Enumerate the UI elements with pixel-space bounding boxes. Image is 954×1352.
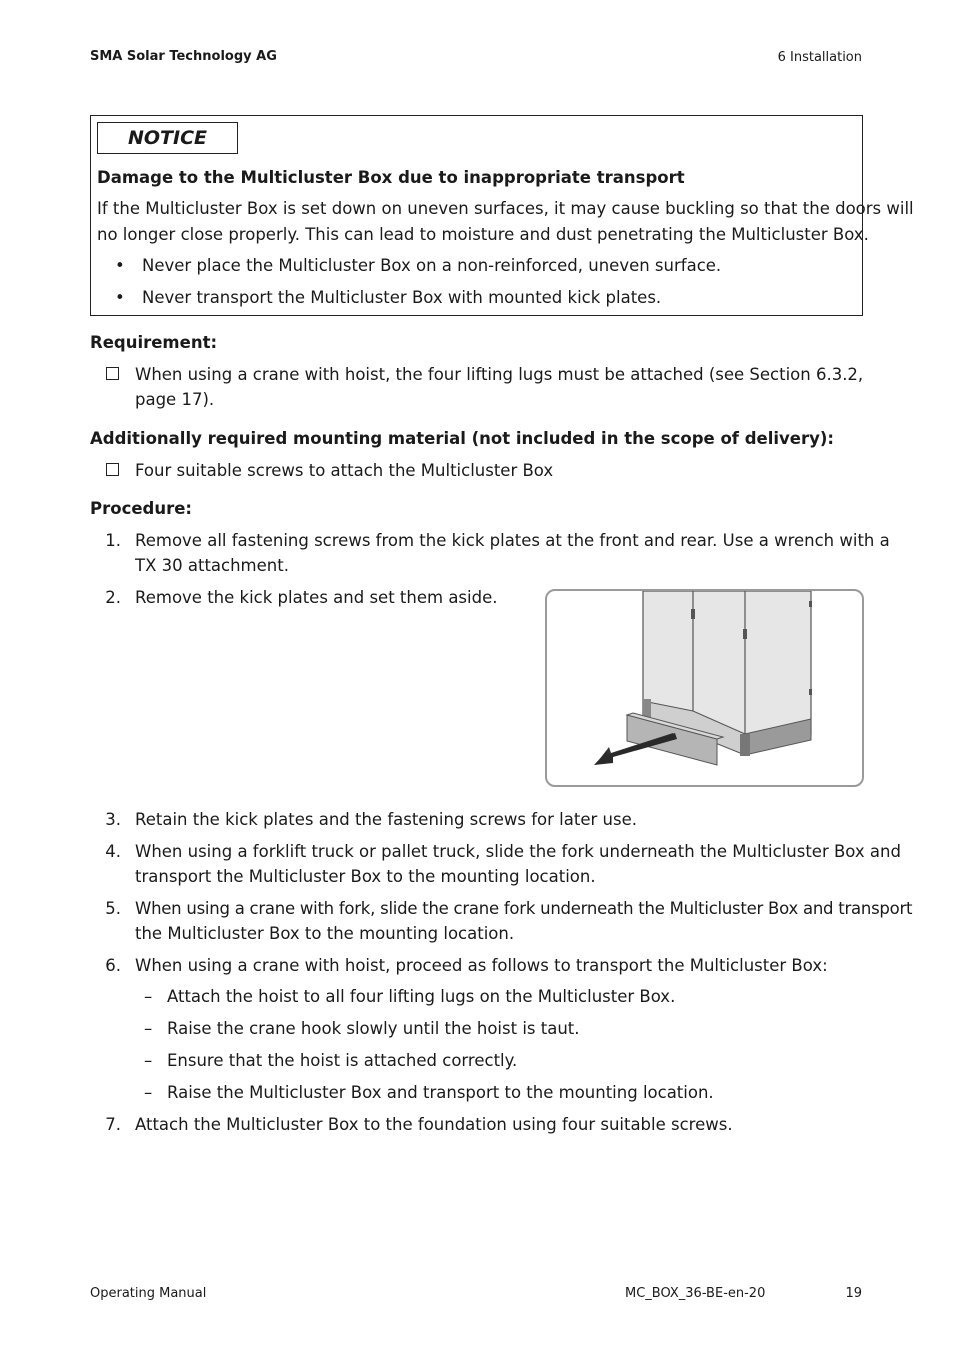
step-number: 6. xyxy=(105,956,121,975)
footer-doc-id: MC_BOX_36-BE-en-20 xyxy=(625,1286,766,1301)
step-number: 3. xyxy=(105,810,121,829)
substep-2: Raise the crane hook slowly until the hoist is taut. xyxy=(167,1019,580,1038)
substep-3: Ensure that the hoist is attached correctly. xyxy=(167,1051,518,1070)
procedure-heading: Procedure: xyxy=(90,499,193,518)
header-company: SMA Solar Technology AG xyxy=(90,49,277,64)
step-6-line1: When using a crane with hoist, proceed as follows to transport the Multicluster Box: xyxy=(135,956,828,975)
step-number: 1. xyxy=(105,531,121,550)
cabinet-illustration xyxy=(547,591,862,785)
requirement-line1: When using a crane with hoist, the four lifting lugs must be attached (see Section 6.3.2, xyxy=(135,365,864,384)
bullet-icon: • xyxy=(115,288,125,307)
notice-bullet-2: Never transport the Multicluster Box with mounted kick plates. xyxy=(142,288,662,307)
step-number: 4. xyxy=(105,842,121,861)
notice-body-line1: If the Multicluster Box is set down on uneven surfaces, it may cause buckling so that the doors will xyxy=(97,199,914,218)
dash-icon: – xyxy=(144,1083,153,1102)
step-5-line1: When using a crane with fork, slide the crane fork underneath the Multicluster Box and transport xyxy=(135,899,913,918)
step-2-line1: Remove the kick plates and set them aside. xyxy=(135,588,498,607)
step-number: 5. xyxy=(105,899,121,918)
step-7-line1: Attach the Multicluster Box to the foundation using four suitable screws. xyxy=(135,1115,733,1134)
requirement-heading: Requirement: xyxy=(90,333,218,352)
step-number: 2. xyxy=(105,588,121,607)
material-item: Four suitable screws to attach the Multicluster Box xyxy=(135,461,554,480)
step-4-line1: When using a forklift truck or pallet truck, slide the fork underneath the Multicluster Box and xyxy=(135,842,901,861)
kick-plate-removal-figure xyxy=(545,589,864,787)
material-heading: Additionally required mounting material (not included in the scope of delivery): xyxy=(90,429,834,448)
bullet-icon: • xyxy=(115,256,125,275)
notice-body-line2: no longer close properly. This can lead to moisture and dust penetrating the Multicluster Box. xyxy=(97,225,869,244)
substep-1: Attach the hoist to all four lifting lugs on the Multicluster Box. xyxy=(167,987,676,1006)
substep-4: Raise the Multicluster Box and transport to the mounting location. xyxy=(167,1083,714,1102)
dash-icon: – xyxy=(144,1019,153,1038)
dash-icon: – xyxy=(144,987,153,1006)
checkbox-icon xyxy=(106,463,119,476)
step-5-line2: the Multicluster Box to the mounting location. xyxy=(135,924,515,943)
requirement-line2: page 17). xyxy=(135,390,215,409)
notice-tag: NOTICE xyxy=(97,122,238,154)
header-section: 6 Installation xyxy=(777,50,862,65)
step-1-line1: Remove all fastening screws from the kick plates at the front and rear. Use a wrench with a xyxy=(135,531,890,550)
dash-icon: – xyxy=(144,1051,153,1070)
step-3-line1: Retain the kick plates and the fastening screws for later use. xyxy=(135,810,637,829)
checkbox-icon xyxy=(106,367,119,380)
notice-bullet-1: Never place the Multicluster Box on a non-reinforced, uneven surface. xyxy=(142,256,722,275)
step-number: 7. xyxy=(105,1115,121,1134)
footer-manual: Operating Manual xyxy=(90,1286,207,1301)
step-1-line2: TX 30 attachment. xyxy=(135,556,289,575)
notice-title: Damage to the Multicluster Box due to inappropriate transport xyxy=(97,168,685,187)
step-4-line2: transport the Multicluster Box to the mounting location. xyxy=(135,867,596,886)
footer-page-number: 19 xyxy=(845,1286,862,1301)
